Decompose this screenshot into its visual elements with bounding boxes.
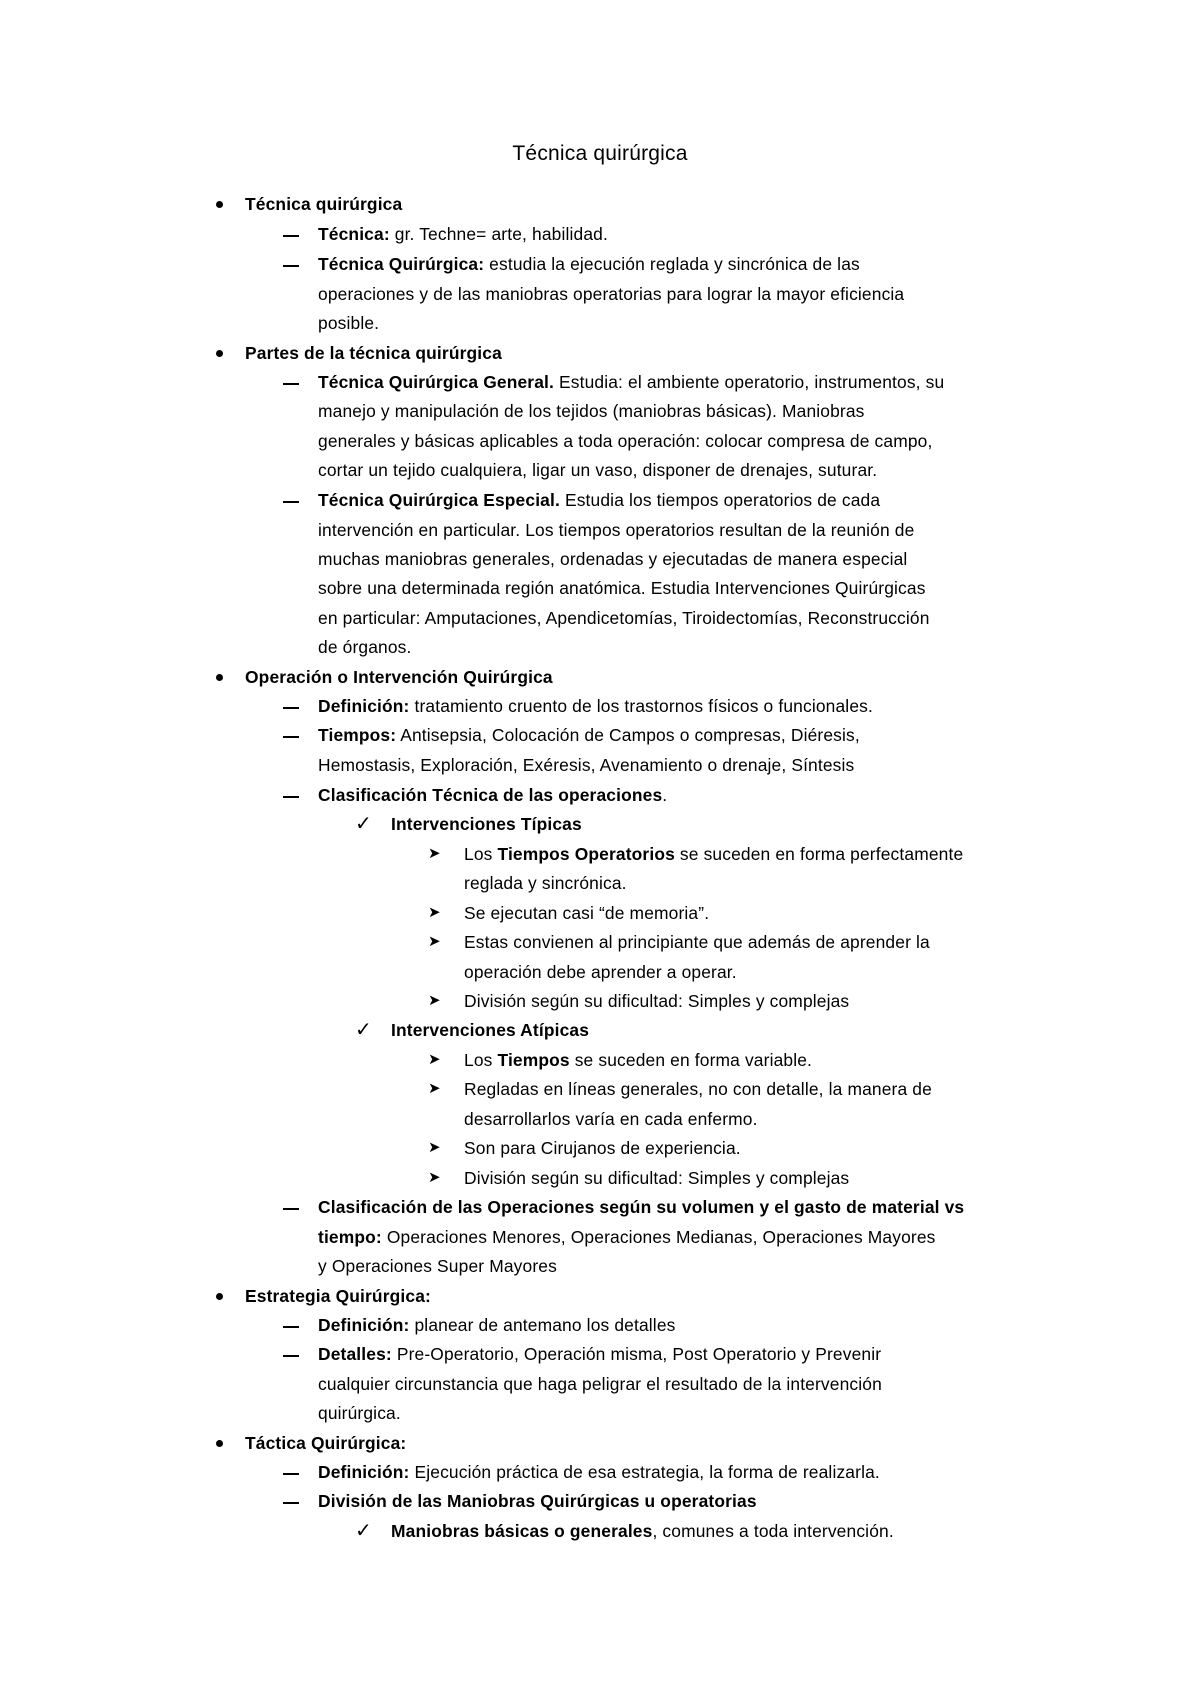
list-item: Son para Cirujanos de experiencia. <box>464 1138 741 1158</box>
dash-icon <box>283 501 299 503</box>
arrow-icon: ➤ <box>428 845 441 862</box>
list-item: Clasificación de las Operaciones según su volumen y el gasto de material vs <box>318 1197 965 1217</box>
bullet-icon <box>216 350 223 357</box>
section-heading: Estrategia Quirúrgica: <box>245 1286 431 1306</box>
list-item-continuation: cualquier circunstancia que haga peligrar el resultado de la intervención <box>318 1374 882 1394</box>
check-icon: ✓ <box>355 1019 372 1041</box>
list-item: Los Tiempos se suceden en forma variable. <box>464 1050 813 1070</box>
arrow-icon: ➤ <box>428 1139 441 1156</box>
list-item: Técnica: gr. Techne= arte, habilidad. <box>318 224 608 244</box>
list-item: Técnica Quirúrgica Especial. Estudia los tiempos operatorios de cada <box>318 490 881 510</box>
dash-icon <box>283 235 299 237</box>
list-item-continuation: generales y básicas aplicables a toda operación: colocar compresa de campo, <box>318 431 933 451</box>
list-item-continuation: y Operaciones Super Mayores <box>318 1256 557 1276</box>
list-item-continuation: cortar un tejido cualquiera, ligar un vaso, disponer de drenajes, suturar. <box>318 460 878 480</box>
bullet-icon <box>216 674 223 681</box>
arrow-icon: ➤ <box>428 992 441 1009</box>
dash-icon <box>283 1326 299 1328</box>
check-icon: ✓ <box>355 813 372 835</box>
dash-icon <box>283 707 299 709</box>
list-item-continuation: operación debe aprender a operar. <box>464 962 737 982</box>
list-item: División según su dificultad: Simples y complejas <box>464 991 850 1011</box>
bullet-icon <box>216 1293 223 1300</box>
list-item: Clasificación Técnica de las operaciones. <box>318 785 668 805</box>
list-item-continuation: posible. <box>318 313 380 333</box>
arrow-icon: ➤ <box>428 904 441 921</box>
dash-icon <box>283 736 299 738</box>
dash-icon <box>283 796 299 798</box>
bullet-icon <box>216 201 223 208</box>
arrow-icon: ➤ <box>428 1051 441 1068</box>
list-item: Detalles: Pre-Operatorio, Operación misma, Post Operatorio y Prevenir <box>318 1344 882 1364</box>
arrow-icon: ➤ <box>428 1169 441 1186</box>
subsection-heading: Intervenciones Atípicas <box>391 1020 590 1040</box>
list-item: Los Tiempos Operatorios se suceden en forma perfectamente <box>464 844 964 864</box>
list-item-continuation: de órganos. <box>318 637 412 657</box>
list-item: Tiempos: Antisepsia, Colocación de Campos o compresas, Diéresis, <box>318 725 860 745</box>
list-item-continuation: intervención en particular. Los tiempos operatorios resultan de la reunión de <box>318 520 915 540</box>
section-heading: Partes de la técnica quirúrgica <box>245 343 502 363</box>
list-item: Estas convienen al principiante que además de aprender la <box>464 932 930 952</box>
list-item-continuation: reglada y sincrónica. <box>464 873 627 893</box>
dash-icon <box>283 1473 299 1475</box>
list-item-continuation: Hemostasis, Exploración, Exéresis, Avenamiento o drenaje, Síntesis <box>318 755 855 775</box>
list-item: División según su dificultad: Simples y complejas <box>464 1168 850 1188</box>
dash-icon <box>283 1355 299 1357</box>
list-item: Maniobras básicas o generales, comunes a toda intervención. <box>391 1521 894 1541</box>
section-heading: Técnica quirúrgica <box>245 194 403 214</box>
section-heading: Operación o Intervención Quirúrgica <box>245 667 553 687</box>
list-item: Definición: Ejecución práctica de esa estrategia, la forma de realizarla. <box>318 1462 880 1482</box>
list-item: Técnica Quirúrgica: estudia la ejecución reglada y sincrónica de las <box>318 254 860 274</box>
dash-icon <box>283 1208 299 1210</box>
list-item: Técnica Quirúrgica General. Estudia: el ambiente operatorio, instrumentos, su <box>318 372 945 392</box>
list-item-continuation: quirúrgica. <box>318 1403 401 1423</box>
subsection-heading: Intervenciones Típicas <box>391 814 582 834</box>
list-item-continuation: manejo y manipulación de los tejidos (maniobras básicas). Maniobras <box>318 401 865 421</box>
list-item-continuation: operaciones y de las maniobras operatorias para lograr la mayor eficiencia <box>318 284 905 304</box>
list-item-continuation: tiempo: Operaciones Menores, Operaciones Medianas, Operaciones Mayores <box>318 1227 936 1247</box>
bullet-icon <box>216 1440 223 1447</box>
check-icon: ✓ <box>355 1520 372 1542</box>
list-item: Se ejecutan casi “de memoria”. <box>464 903 710 923</box>
dash-icon <box>283 265 299 267</box>
list-item: Definición: planear de antemano los detalles <box>318 1315 676 1335</box>
list-item: Definición: tratamiento cruento de los trastornos físicos o funcionales. <box>318 696 873 716</box>
arrow-icon: ➤ <box>428 1080 441 1097</box>
list-item-continuation: desarrollarlos varía en cada enfermo. <box>464 1109 758 1129</box>
dash-icon <box>283 383 299 385</box>
list-item: Regladas en líneas generales, no con detalle, la manera de <box>464 1079 932 1099</box>
list-item: División de las Maniobras Quirúrgicas u operatorias <box>318 1491 757 1511</box>
page-title: Técnica quirúrgica <box>512 142 688 165</box>
dash-icon <box>283 1502 299 1504</box>
list-item-continuation: en particular: Amputaciones, Apendicetomías, Tiroidectomías, Reconstrucción <box>318 608 930 628</box>
list-item-continuation: sobre una determinada región anatómica. Estudia Intervenciones Quirúrgicas <box>318 578 926 598</box>
list-item-continuation: muchas maniobras generales, ordenadas y ejecutadas de manera especial <box>318 549 908 569</box>
section-heading: Táctica Quirúrgica: <box>245 1433 407 1453</box>
arrow-icon: ➤ <box>428 933 441 950</box>
